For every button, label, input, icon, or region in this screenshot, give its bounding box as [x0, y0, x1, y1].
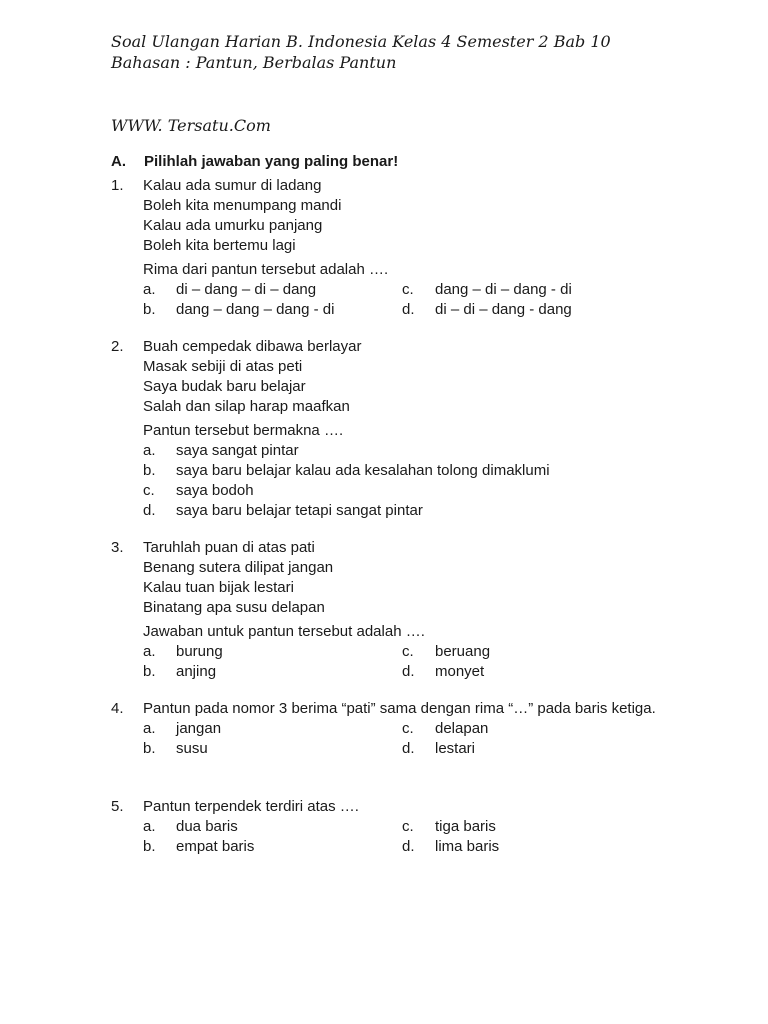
section-heading — [111, 153, 398, 170]
option-a: a. dua baris — [143, 818, 238, 835]
question-number: 4. — [111, 700, 124, 717]
question-3 — [111, 538, 659, 682]
pantun-line: Kalau ada umurku panjang — [143, 217, 323, 234]
question-prompt: Pantun terpendek terdiri atas …. — [143, 798, 359, 815]
question-prompt: Pantun pada nomor 3 berima “pati” sama dengan rima “…” pada baris ketiga. — [143, 700, 656, 717]
question-prompt: Rima dari pantun tersebut adalah …. — [143, 261, 389, 278]
option-a: a. saya sangat pintar — [143, 442, 299, 459]
option-d: d. lestari — [402, 740, 476, 757]
option-c: c. beruang — [402, 643, 491, 660]
option-d: d. di – di – dang - dang — [402, 301, 572, 318]
option-c: c. delapan — [402, 720, 489, 737]
question-number: 3. — [111, 539, 124, 556]
pantun-line: Boleh kita bertemu lagi — [143, 237, 296, 254]
question-5 — [111, 797, 659, 857]
question-prompt: Jawaban untuk pantun tersebut adalah …. — [143, 623, 425, 640]
pantun-line: Benang sutera dilipat jangan — [143, 559, 334, 576]
question-4 — [111, 699, 659, 759]
section-letter: A. — [111, 153, 126, 170]
question-number: 5. — [111, 798, 124, 815]
option-a: a. di – dang – di – dang — [143, 281, 317, 298]
document-header — [111, 31, 611, 73]
option-b: b. susu — [143, 740, 208, 757]
option-b: b. anjing — [143, 663, 217, 680]
pantun-line: Binatang apa susu delapan — [143, 599, 325, 616]
pantun-line: Masak sebiji di atas peti — [143, 358, 303, 375]
header-title: Soal Ulangan Harian B. Indonesia Kelas 4 Semester 2 Bab 10 — [111, 32, 611, 51]
option-d: d. monyet — [402, 663, 485, 680]
question-2 — [111, 337, 659, 521]
option-a: a. jangan — [143, 720, 222, 737]
option-c: c. saya bodoh — [143, 482, 254, 499]
question-number: 2. — [111, 338, 124, 355]
option-d: d. saya baru belajar tetapi sangat pintar — [143, 502, 423, 519]
option-b: b. saya baru belajar kalau ada kesalahan tolong dimaklumi — [143, 462, 550, 479]
option-c: c. tiga baris — [402, 818, 496, 835]
pantun-line: Boleh kita menumpang mandi — [143, 197, 342, 214]
pantun-line: Taruhlah puan di atas pati — [143, 539, 315, 556]
option-a: a. burung — [143, 643, 223, 660]
pantun-line: Kalau tuan bijak lestari — [143, 579, 294, 596]
option-c: c. dang – di – dang - di — [402, 281, 572, 298]
pantun-line: Saya budak baru belajar — [143, 378, 306, 395]
section-title: Pilihlah jawaban yang paling benar! — [144, 153, 399, 170]
option-d: d. lima baris — [402, 838, 500, 855]
question-number: 1. — [111, 177, 124, 194]
question-1 — [111, 176, 659, 320]
pantun-line: Salah dan silap harap maafkan — [143, 398, 350, 415]
pantun-line: Kalau ada sumur di ladang — [143, 177, 322, 194]
option-b: b. empat baris — [143, 838, 255, 855]
pantun-line: Buah cempedak dibawa berlayar — [143, 338, 362, 355]
site-name: WWW. Tersatu.Com — [111, 116, 271, 135]
option-b: b. dang – dang – dang - di — [143, 301, 335, 318]
question-prompt: Pantun tersebut bermakna …. — [143, 422, 344, 439]
header-subtitle: Bahasan : Pantun, Berbalas Pantun — [111, 53, 397, 72]
